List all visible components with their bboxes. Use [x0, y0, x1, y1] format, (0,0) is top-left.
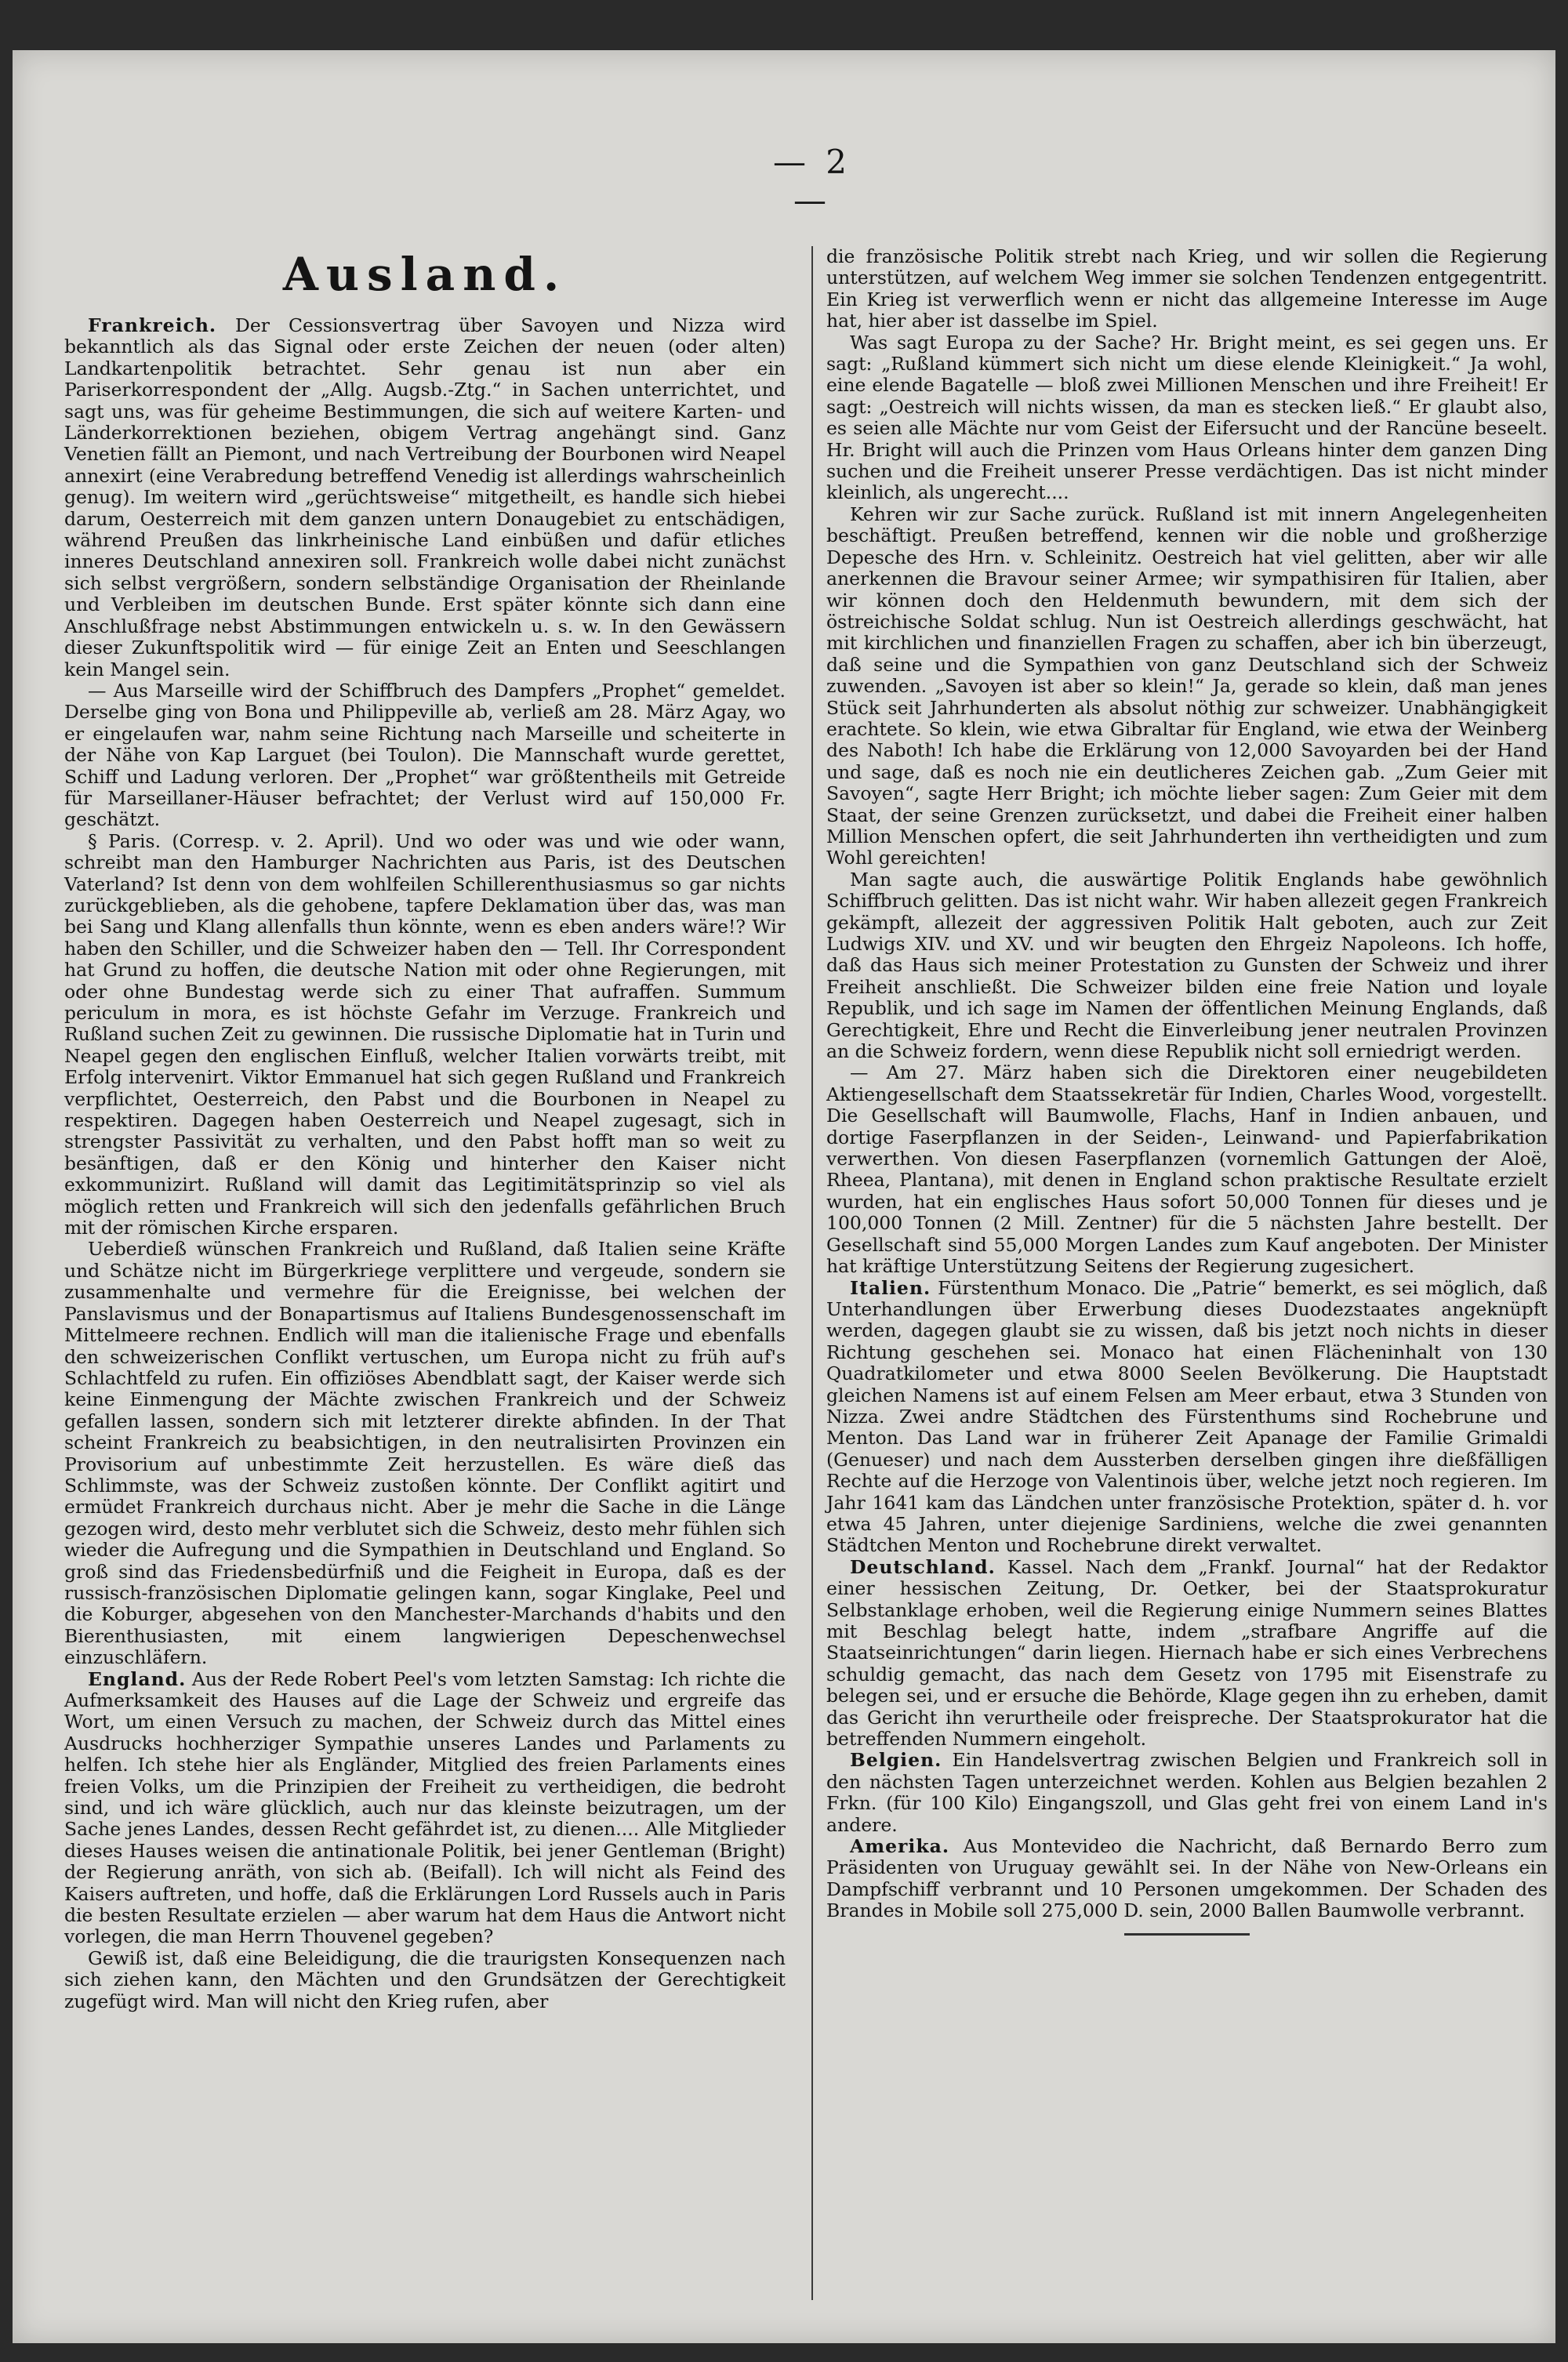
- article-text: Ueberdieß wünschen Frankreich und Rußland, daß Italien seine Kräfte und Schätze nicht im Bürgerkriege verplittere und vergeude, sondern sie zusammenhalte und vermehre für die Ereignisse, bei welchen der Panslavismus und der Bonapartismus auf Italiens Bundesgenossenschaft im Mittelmeere rechnen. Endlich will man die italienische Frage und ebenfalls den schweizerischen Conflikt vertuschen, um Europa nicht zu früh auf's Schlachtfeld zu rufen. Ein offiziöses Abendblatt sagt, der Kaiser werde sich keine Einmengung der Mächte zwischen Frankreich und der Schweiz gefallen lassen, sondern sich mit letzterer direkte abfinden. In der That scheint Frankreich zu beabsichtigen, in den neutralisirten Provinzen ein Provisorium auf unbestimmte Zeit herzustellen. Es wäre dieß das Schlimmste, was der Schweiz zustoßen könnte. Der Conflikt agitirt und ermüdet Frankreich durchaus nicht. Aber je mehr die Sache in die Länge gezogen wird, desto mehr verblutet sich die Schweiz, desto mehr fühlen sich wieder die Aufregung und die Sympathien in Deutschland und England. So groß sind das Friedensbedürfniß und die Feigheit in Europa, daß es der russisch-französischen Diplomatie gelingen kann, sogar Kinglake, Peel und die Koburger, abgesehen von den Manchester-Marchands d'habits und den Bierenthusiasten, mit einem langwierigen Depeschenwechsel einzuschläfern.: [64, 1238, 786, 1669]
- article-text: Was sagt Europa zu der Sache? Hr. Bright meint, es sei gegen uns. Er sagt: „Rußland kümmert sich nicht um diese elende Kleinigkeit.“ Ja wohl, eine elende Bagatelle — bloß zwei Millionen Menschen und ihre Freiheit! Er sagt: „Oestreich will nichts wissen, da man es stecken ließ.“ Er glaubt also, es seien alle Mächte nur vom Geist der Eifersucht und der Rancüne beseelt. Hr. Bright will auch die Prinzen vom Haus Orleans hinter dem ganzen Ding suchen und die Freiheit unserer Presse verdächtigen. Das ist nicht minder kleinlich, als ungerecht....: [826, 331, 1548, 504]
- article-text: Aus der Rede Robert Peel's vom letzten Samstag: Ich richte die Aufmerksamkeit des Hauses auf die Lage der Schweiz und ergreife das Wort, um einen Versuch zu machen, der Schweiz durch das Mittel eines Ausdrucks hochherziger Sympathie unseres Landes und Parlaments zu helfen. Ich stehe hier als Engländer, Mitglied des freien Parlaments eines freien Volks, um die Prinzipien der Freiheit zu vertheidigen, die bedroht sind, und ich wäre glücklich, auch nur das kleinste beizutragen, um der Sache jenes Landes, dessen Recht gefährdet ist, zu dienen.... Alle Mitglieder dieses Hauses weisen die antinationale Politik, bei jener Gentleman (Bright) der Regierung anräth, von sich ab. (Beifall). Ich will nicht als Feind des Kaisers auftreten, und hoffe, daß die Erklärungen Lord Russels auch in Paris die besten Resultate erzielen — aber warum hat dem Haus die Antwort nicht vorlegen, die man Herrn Thouvenel gegeben?: [64, 1667, 786, 1948]
- left-column: [64, 246, 786, 2012]
- article-paragraph: [826, 504, 1548, 869]
- country-heading: Belgien.: [850, 1749, 942, 1772]
- article-paragraph: [826, 1278, 1548, 1557]
- article-paragraph: [826, 332, 1548, 504]
- article-text: Man sagte auch, die auswärtige Politik Englands habe gewöhnlich Schiffbruch gelitten. Das ist nicht wahr. Wir haben allezeit gegen Frankreich gekämpft, allezeit der aggressiven Politik Halt geboten, auch zur Zeit Ludwigs XIV. und XV. und wir beugten den Ehrgeiz Napoleons. Ich hoffe, daß das Haus sich meiner Protestation zu Gunsten der Schweiz und ihrer Freiheit anschließt. Die Schweizer bilden eine freie Nation und loyale Republik, und ich sage im Namen der öffentlichen Meinung Englands, daß Gerechtigkeit, Ehre und Recht die Einverleibung jener neutralen Provinzen an die Schweiz fordern, wenn diese Republik nicht soll erniedrigt werden.: [826, 868, 1548, 1063]
- column-divider: [811, 246, 813, 2300]
- article-paragraph: [826, 1750, 1548, 1836]
- article-paragraph: [64, 315, 786, 680]
- article-text: § Paris. (Corresp. v. 2. April). Und wo oder was und wie oder wann, schreibt man den Hamburger Nachrichten aus Paris, ist des Deutschen Vaterland? Ist denn von dem wohlfeilen Schillerenthusiasmus so gar nichts zurückgeblieben, als die gehobene, tapfere Deklamation über das, was man bei Sang und Klang allenfalls thun könnte, wenn es eben anders wäre!? Wir haben den Schiller, und die Schweizer haben den — Tell. Ihr Correspondent hat Grund zu hoffen, die deutsche Nation mit oder ohne Regierungen, mit oder ohne Bundestag werde sich zu einer That aufraffen. Summum periculum in mora, es ist höchste Gefahr im Verzuge. Frankreich und Rußland suchen Zeit zu gewinnen. Die russische Diplomatie hat in Turin und Neapel gegen den englischen Einfluß, welcher Italien vorwärts treibt, mit Erfolg intervenirt. Viktor Emmanuel hat sich gegen Rußland und Frankreich verpflichtet, Oesterreich, den Pabst und die Bourbonen in Neapel zu respektiren. Dagegen haben Oesterreich und Neapel zugesagt, sich in strengster Passivität zu verhalten, und den Pabst hofft man so weit zu besänftigen, daß er den König und hinterher den Kaiser nicht exkommunizirt. Rußland will damit das Legitimitätsprinzip so viel als möglich retten und Frankreich will sich den jedenfalls gefährlichen Bruch mit der römischen Kirche ersparen.: [64, 829, 786, 1239]
- end-rule: [1124, 1933, 1250, 1936]
- article-text: Kassel. Nach dem „Frankf. Journal“ hat der Redaktor einer hessischen Zeitung, Dr. Oetker, bei der Staatsprokuratur Selbstanklage erhoben, weil die Regierung einige Nummern seines Blattes mit Beschlag belegt hatte, indem „strafbare Angriffe auf die Staatseinrichtungen“ darin liegen. Hiernach habe er sich eines Verbrechens schuldig gemacht, das nach dem Gesetz von 1795 mit Eisenstrafe zu belegen sei, und er ersuche die Behörde, Klage gegen ihn zu erheben, damit das Gericht ihn verurtheile oder freispreche. Der Staatsprokurator hat die betreffenden Nummern eingeholt.: [826, 1555, 1548, 1751]
- article-text: Aus Montevideo die Nachricht, daß Bernardo Berro zum Präsidenten von Uruguay gewählt sei. In der Nähe von New-Orleans ein Dampfschiff verbrannt und 10 Personen umgekommen. Der Schaden des Brandes in Mobile soll 275,000 D. sein, 2000 Ballen Baumwolle verbrannt.: [826, 1835, 1548, 1922]
- article-paragraph: [826, 1062, 1548, 1277]
- article-paragraph: [64, 1239, 786, 1668]
- country-heading: Italien.: [850, 1276, 931, 1299]
- article-paragraph: [826, 246, 1548, 332]
- article-paragraph: [64, 831, 786, 1239]
- right-articles: [826, 246, 1548, 1922]
- article-text: Der Cessionsvertrag über Savoyen und Nizza wird bekanntlich als das Signal oder erste Zeichen der neuen (oder alten) Landkartenpolitik betrachtet. Sehr genau ist nun aber ein Pariserkorrespondent der „Allg. Augsb.-Ztg.“ in Sachen unterrichtet, und sagt uns, was für geheime Bestimmungen, die sich auf weitere Karten- und Länderkorrektionen beziehen, obigem Vertrag angehängt sind. Ganz Venetien fällt an Piemont, und nach Vertreibung der Bourbonen wird Neapel annexirt (eine Verabredung betreffend Venedig ist allerdings wahrscheinlich genug). Im weitern wird „gerüchtsweise“ mitgetheilt, es handle sich hiebei darum, Oesterreich mit dem ganzen untern Donaugebiet zu entschädigen, während Preußen das linkrheinische Land einbüßen und dafür etliches inneres Deutschland annexiren soll. Frankreich wolle dabei nicht zunächst sich selbst vergrößern, sondern selbständige Organisation der Rheinlande und Verbleiben im deutschen Bunde. Erst später könnte sich dann eine Anschlußfrage nebst Abstimmungen entwickeln u. s. w. In den Gewässern dieser Zukunftspolitik wird — für einige Zeit an Enten und Seeschlangen kein Mangel sein.: [64, 314, 786, 680]
- left-articles: [64, 315, 786, 2012]
- page-number: — 2 —: [772, 143, 852, 220]
- article-paragraph: [826, 1836, 1548, 1922]
- country-heading: Deutschland.: [850, 1555, 996, 1578]
- country-heading: England.: [88, 1667, 187, 1690]
- right-column: [826, 246, 1548, 1936]
- article-paragraph: [826, 1557, 1548, 1751]
- article-paragraph: [64, 1669, 786, 1948]
- article-text: die französische Politik strebt nach Krieg, und wir sollen die Regierung unterstützen, auf welchem Weg immer sie solchen Tendenzen entgegentritt. Ein Krieg ist verwerflich wenn er nicht das allgemeine Interesse im Auge hat, hier aber ist dasselbe im Spiel.: [826, 245, 1548, 332]
- country-heading: Frankreich.: [88, 314, 217, 336]
- article-paragraph: [64, 680, 786, 831]
- newspaper-page: [13, 50, 1555, 2343]
- country-heading: Amerika.: [850, 1835, 950, 1858]
- article-text: Fürstenthum Monaco. Die „Patrie“ bemerkt, es sei möglich, daß Unterhandlungen über Erwerbung dieses Duodezstaates angeknüpft werden, dagegen glaubt sie zu wissen, daß bis jetzt noch nichts in dieser Richtung geschehen sei. Monaco hat einen Flächeninhalt von 130 Quadratkilometer und etwa 8000 Seelen Bevölkerung. Die Hauptstadt gleichen Namens ist auf einem Felsen am Meer erbaut, etwa 3 Stunden von Nizza. Zwei andre Städtchen des Fürstenthums sind Rochebrune und Menton. Das Land war in früherer Zeit Apanage der Familie Grimaldi (Genueser) und nach dem Aussterben derselben gingen ihre dießfälligen Rechte auf die Herzoge von Valentinois über, welche jetzt noch regieren. Im Jahr 1641 kam das Ländchen unter französische Protektion, später d. h. vor etwa 45 Jahren, unter diejenige Sardiniens, welche die zwei genannten Städtchen Menton und Rochebrune direkt verwaltet.: [826, 1276, 1548, 1557]
- article-paragraph: [64, 1948, 786, 2012]
- article-text: — Am 27. März haben sich die Direktoren einer neugebildeten Aktiengesellschaft dem Staatssekretär für Indien, Charles Wood, vorgestellt. Die Gesellschaft will Baumwolle, Flachs, Hanf in Indien anbauen, und dortige Faserpflanzen in der Seiden-, Leinwand- und Papierfabrikation verwerthen. Von diesen Faserpflanzen (vornemlich Gattungen der Aloë, Rheea, Plantana), mit denen in England schon praktische Resultate erzielt wurden, hat ein englisches Haus sofort 50,000 Tonnen für dieses und je 100,000 Tonnen (2 Mill. Zentner) für die 5 nächsten Jahre bestellt. Der Gesellschaft sind 55,000 Morgen Landes zum Kauf angeboten. Der Minister hat kräftige Unterstützung Seitens der Regierung zugesichert.: [826, 1061, 1548, 1278]
- article-text: Gewiß ist, daß eine Beleidigung, die die traurigsten Konsequenzen nach sich ziehen kann, den Mächten und den Grundsätzen der Gerechtigkeit zugefügt wird. Man will nicht den Krieg rufen, aber: [64, 1947, 786, 2012]
- section-title: Ausland.: [282, 248, 568, 301]
- article-text: Kehren wir zur Sache zurück. Rußland ist mit innern Angelegenheiten beschäftigt. Preußen betreffend, kennen wir die noble und großherzige Depesche des Hrn. v. Schleinitz. Oestreich hat viel gelitten, aber wir alle anerkennen die Bravour seiner Armee; wir sympathisiren für Italien, aber wir können doch den Heldenmuth bewundern, mit dem sich der östreichische Soldat schlug. Nun ist Oestreich allerdings geschwächt, hat mit kirchlichen und finanziellen Fragen zu schaffen, aber ich bin überzeugt, daß seine und die Sympathien von ganz Deutschland sich der Schweiz zuwenden. „Savoyen ist aber so klein!“ Ja, gerade so klein, daß man jenes Stück seit Jahrhunderten als absolut nöthig zur schweizer. Unabhängigkeit erachtete. So klein, wie etwa Gibraltar für England, wie etwa der Weinberg des Naboth! Ich habe die Erklärung von 12,000 Savoyarden bei der Hand und sage, daß es noch nie ein deutlicheres Zeichen gab. „Zum Geier mit Savoyen“, sagte Herr Bright; ich möchte lieber sagen: Zum Geier mit dem Staat, der seine Grenzen zurücksetzt, und dabei die Freiheit einer halben Million Menschen opfert, die seit Jahrhunderten ihn vertheidigten und zum Wohl gereichten!: [826, 503, 1548, 869]
- article-text: Ein Handelsvertrag zwischen Belgien und Frankreich soll in den nächsten Tagen unterzeichnet werden. Kohlen aus Belgien bezahlen 2 Frkn. (für 100 Kilo) Eingangszoll, und Glas geht frei von einem Land in's andere.: [826, 1749, 1548, 1836]
- article-text: — Aus Marseille wird der Schiffbruch des Dampfers „Prophet“ gemeldet. Derselbe ging von Bona und Philippeville ab, verließ am 28. März Agay, wo er eingelaufen war, nahm seine Richtung nach Marseille und scheiterte in der Nähe von Kap Larguet (bei Toulon). Die Mannschaft wurde gerettet, Schiff und Ladung verloren. Der „Prophet“ war größtentheils mit Getreide für Marseillaner-Häuser befrachtet; der Verlust wird auf 150,000 Fr. geschätzt.: [64, 679, 786, 831]
- article-paragraph: [826, 869, 1548, 1063]
